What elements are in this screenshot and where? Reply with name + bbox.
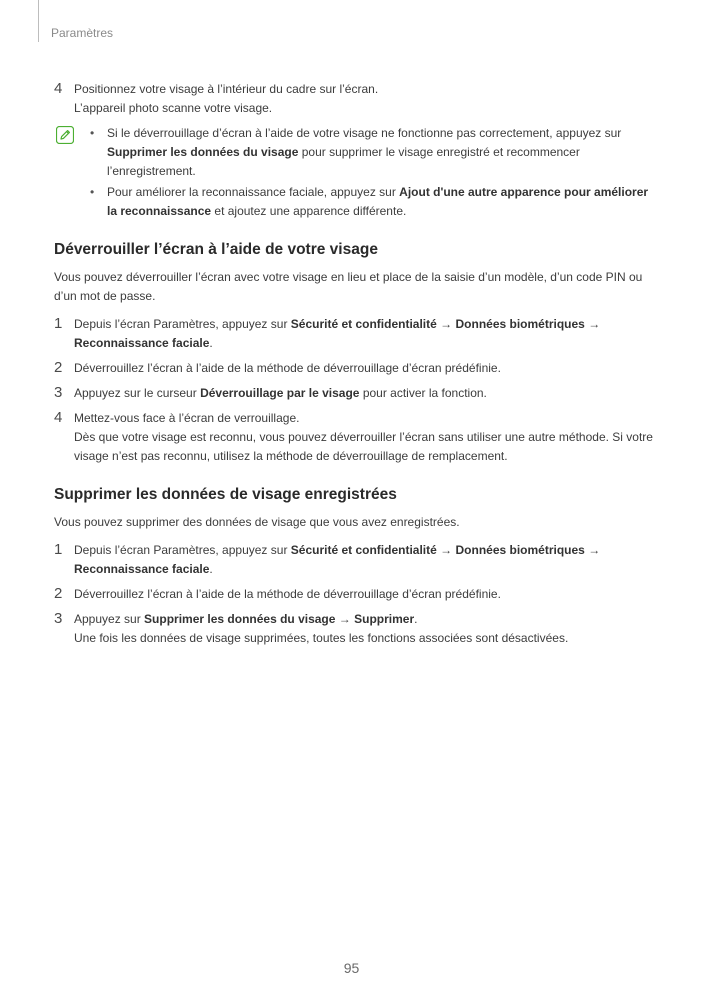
step-3: 3 Appuyez sur Supprimer les données du visage → Supprimer. Une fois les données de visage supprimées, toutes les fonctions associées sont désactivées. xyxy=(54,610,654,648)
menu-option: Ajout d'une autre apparence pour améliorer la reconnaissance xyxy=(107,185,649,218)
step-4-intro xyxy=(54,80,654,118)
step-number: 3 xyxy=(54,384,63,401)
menu-option: Reconnaissance faciale xyxy=(74,562,210,576)
step-number: 2 xyxy=(54,359,63,376)
running-title: Paramètres xyxy=(51,26,114,40)
menu-option: Supprimer les données du visage xyxy=(107,145,299,159)
step-1: 1 Depuis l’écran Paramètres, appuyez sur Sécurité et confidentialité → Données biométriques → Reconnaissance faciale. xyxy=(54,541,601,576)
note-bullet: • Pour améliorer la reconnaissance faciale, appuyez sur Ajout d'une autre apparence pour améliorer la reconnaissance et ajoutez une apparence différente. xyxy=(86,183,654,221)
header-rule xyxy=(38,0,39,42)
menu-option: Sécurité et confidentialité xyxy=(290,543,437,557)
section-heading: Déverrouiller l’écran à l’aide de votre visage xyxy=(54,241,378,258)
step-number: 4 xyxy=(54,80,63,97)
menu-option: Déverrouillage par le visage xyxy=(200,386,360,400)
note-box xyxy=(54,124,654,221)
section-heading: Supprimer les données de visage enregistrées xyxy=(54,486,397,503)
menu-option: Supprimer xyxy=(354,612,415,626)
menu-option: Reconnaissance faciale xyxy=(74,336,210,350)
menu-option: Données biométriques xyxy=(455,543,585,557)
step-number: 3 xyxy=(54,610,63,627)
step-text: Mettez-vous face à l’écran de verrouillage. xyxy=(74,411,300,425)
step-text: Positionnez votre visage à l’intérieur du cadre sur l’écran. xyxy=(74,82,379,96)
note-pencil-icon xyxy=(56,126,74,144)
section-intro: Vous pouvez déverrouiller l’écran avec votre visage en lieu et place de la saisie d’un modèle, d’un code PIN ou d’un mot de passe. xyxy=(54,270,643,303)
step-3: 3 Appuyez sur le curseur Déverrouillage par le visage pour activer la fonction. xyxy=(54,384,487,401)
page-number: 95 xyxy=(343,960,360,976)
step-number: 1 xyxy=(54,541,63,558)
step-number: 4 xyxy=(54,409,63,426)
step-number: 1 xyxy=(54,315,63,332)
step-2 xyxy=(54,585,654,604)
menu-option: Sécurité et confidentialité xyxy=(290,317,437,331)
step-4 xyxy=(54,409,654,466)
step-subtext: Dès que votre visage est reconnu, vous pouvez déverrouiller l’écran sans utiliser une autre méthode. Si votre visage n’est pas reconnu, utilisez la méthode de déverrouillage de remplacement. xyxy=(74,430,653,463)
menu-option: Supprimer les données du visage xyxy=(144,612,336,626)
step-1: 1 Depuis l’écran Paramètres, appuyez sur Sécurité et confidentialité → Données biométriques → Reconnaissance faciale. xyxy=(54,315,601,350)
step-text: Déverrouillez l’écran à l’aide de la méthode de déverrouillage d’écran prédéfinie. xyxy=(74,587,501,601)
step-text: Déverrouillez l’écran à l’aide de la méthode de déverrouillage d’écran prédéfinie. xyxy=(74,361,501,375)
note-bullet: • Si le déverrouillage d’écran à l’aide de votre visage ne fonctionne pas correctement, appuyez sur Supprimer les données du visage pour supprimer le visage enregistré et recommencer l’enregistrement. xyxy=(86,124,654,181)
step-subtext: Une fois les données de visage supprimées, toutes les fonctions associées sont désactivées. xyxy=(74,631,569,645)
menu-option: Données biométriques xyxy=(455,317,585,331)
step-number: 2 xyxy=(54,585,63,602)
step-subtext: L’appareil photo scanne votre visage. xyxy=(74,101,273,115)
page-content xyxy=(54,80,654,654)
step-2 xyxy=(54,359,654,378)
section-intro: Vous pouvez supprimer des données de visage que vous avez enregistrées. xyxy=(54,515,460,529)
